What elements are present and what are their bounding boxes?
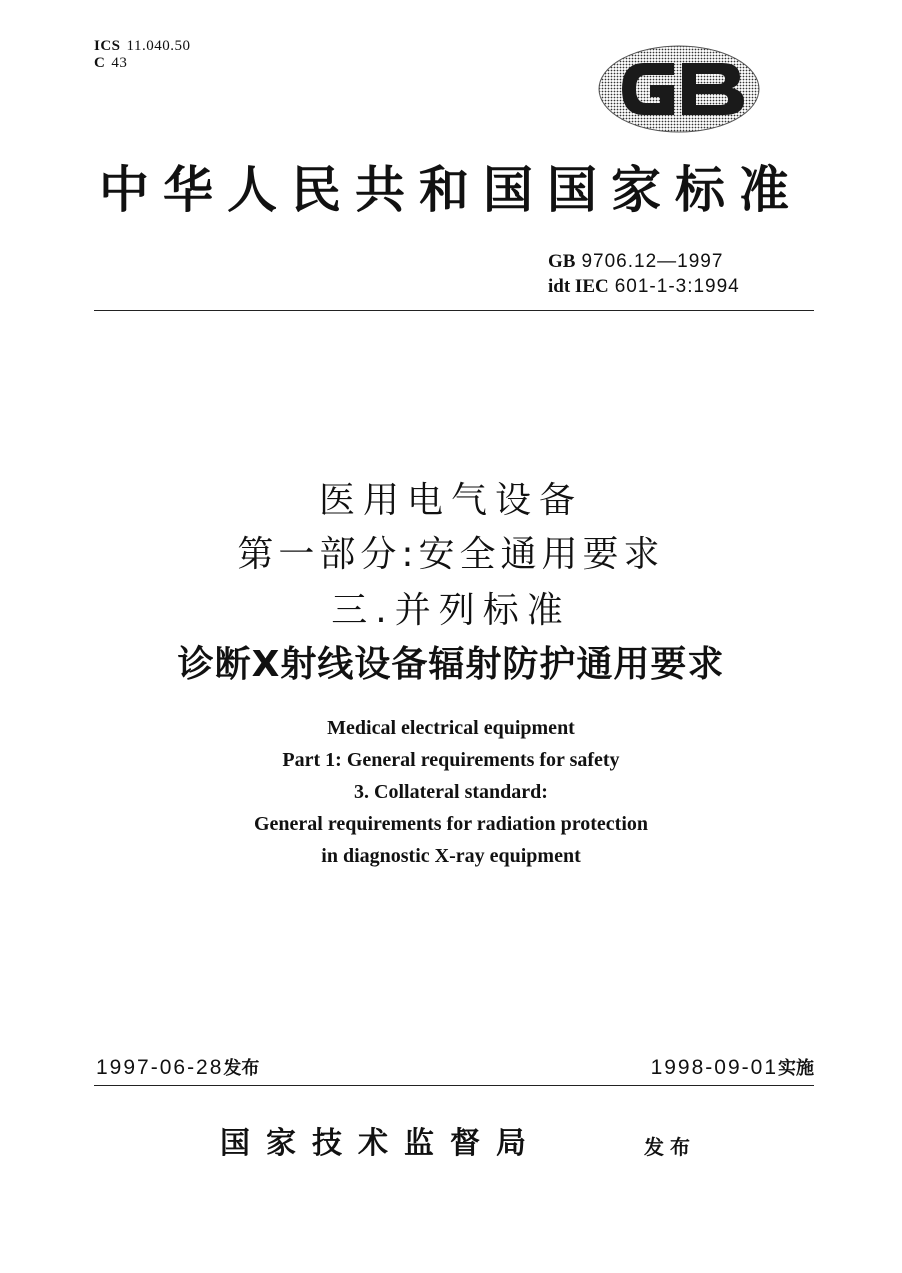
c-row <box>94 55 190 72</box>
title-cn-line-4: 诊断X射线设备辐射防护通用要求 <box>177 644 725 685</box>
impl-date-suffix: 实施 <box>778 1058 814 1079</box>
idt-prefix: idt IEC <box>548 276 609 297</box>
issue-date-suffix: 发布 <box>223 1058 260 1079</box>
title-cn-line-1: 医用电气设备 <box>318 480 583 521</box>
idt-number-row <box>520 274 820 299</box>
issuer-name: 国家技术监督局 <box>220 1126 542 1161</box>
top-divider <box>94 310 814 311</box>
ics-code: 11.040.50 <box>126 38 191 54</box>
issuer-action: 发布 <box>644 1135 696 1159</box>
c-code: 43 <box>111 55 128 71</box>
implementation-date <box>651 1055 814 1082</box>
gb-number-row <box>520 249 820 274</box>
title-en-line-3: 3. Collateral standard: <box>354 781 548 803</box>
national-standard-title: 中华人民共和国国家标准 <box>99 160 803 219</box>
bottom-divider <box>94 1085 814 1086</box>
issue-date-value: 1997-06-28 <box>96 1056 224 1079</box>
title-en-line-1: Medical electrical equipment <box>327 717 575 739</box>
classification-codes <box>94 38 190 72</box>
gb-number: 9706.12—1997 <box>581 251 724 272</box>
impl-date-value: 1998-09-01 <box>650 1056 778 1079</box>
title-cn-line-2: 第一部分:安全通用要求 <box>237 534 665 575</box>
title-cn-line-3: 三.并列标准 <box>331 590 571 631</box>
gb-logo <box>598 45 760 133</box>
standard-numbers <box>520 249 820 299</box>
title-en-line-4: General requirements for radiation protection <box>253 813 649 835</box>
c-label: C <box>94 55 106 71</box>
ics-label: ICS <box>94 38 121 54</box>
ics-row <box>94 38 190 55</box>
issue-date <box>96 1055 259 1082</box>
gb-prefix: GB <box>548 251 576 272</box>
title-en-line-2: Part 1: General requirements for safety <box>282 749 620 771</box>
idt-number: 601-1-3:1994 <box>614 276 740 297</box>
title-en-line-5: in diagnostic X-ray equipment <box>321 845 581 867</box>
